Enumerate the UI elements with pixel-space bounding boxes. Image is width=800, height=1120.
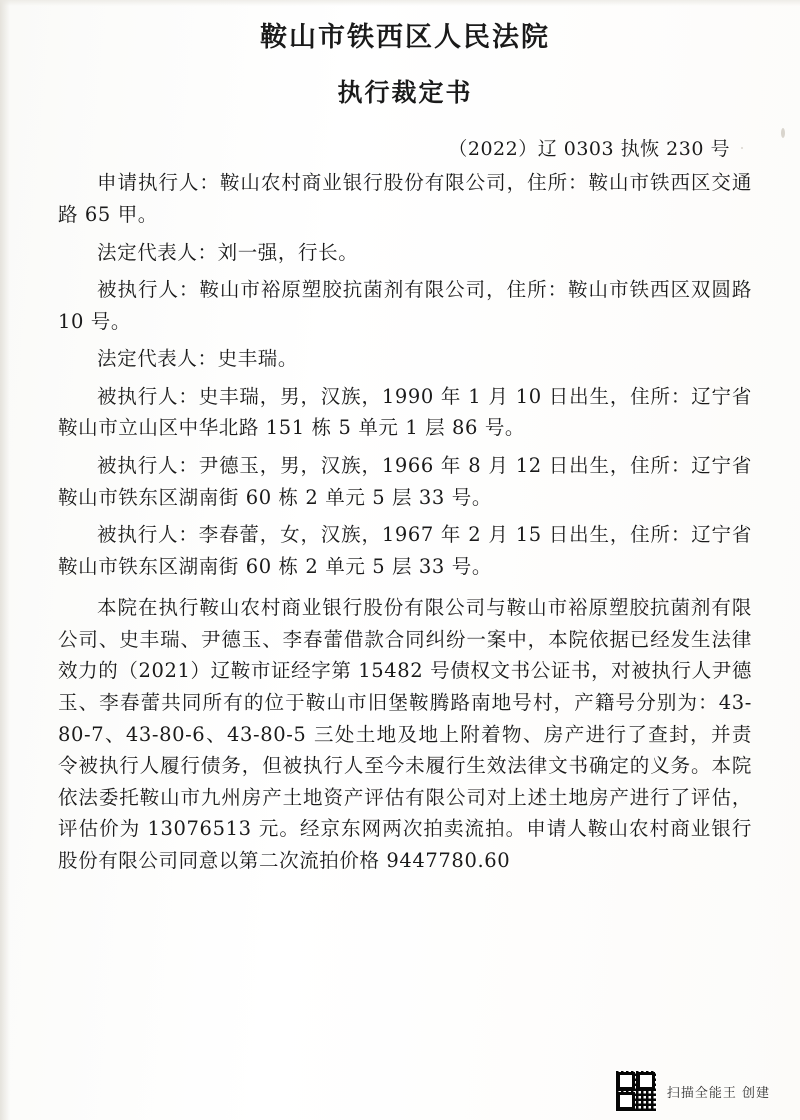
party-paragraph: 申请执行人：鞍山农村商业银行股份有限公司，住所：鞍山市铁西区交通路 65 甲。 — [58, 171, 752, 226]
qr-corner-icon — [617, 1092, 635, 1110]
party-paragraph: 被执行人：鞍山市裕原塑胶抗菌剂有限公司，住所：鞍山市铁西区双圆路 10 号。 — [58, 278, 752, 333]
party-paragraph: 法定代表人：史丰瑞。 — [97, 347, 299, 371]
qr-caption: 扫描全能王 创建 — [666, 1085, 770, 1101]
page-footer — [0, 1064, 800, 1120]
party-paragraph: 被执行人：李春蕾，女，汉族，1967 年 2 月 15 日出生，住所：辽宁省鞍山市铁东区湖南街 60 栋 2 单元 5 层 33 号。 — [58, 523, 752, 578]
case-number: （2022）辽 0303 执恢 230 号 — [448, 138, 730, 161]
main-body-paragraph: 本院在执行鞍山农村商业银行股份有限公司与鞍山市裕原塑胶抗菌剂有限公司、史丰瑞、尹德玉、李春蕾借款合同纠纷一案中，本院依据已经发生法律效力的（2021）辽鞍市证经字第 15482 号债权文书公证书，对被执行人尹德玉、李春蕾共同所有的位于鞍山市旧堡鞍腾路南地号村，产籍号分别为：43-80-7、43-80-6、43-80-5 三处土地及地上附着物、房产进行了查封，并责令被执行人履行债务，但被执行人至今未履行生效法律文书确定的义务。本院依法委托鞍山市九州房产土地资产评估有限公司对上述土地房产进行了评估，评估价为 13076513 元。经京东网两次拍卖流拍。申请人鞍山农村商业银行股份有限公司同意以第二次流拍价格 9447780.60 — [58, 596, 752, 872]
court-title: 鞍山市铁西区人民法院 — [260, 22, 550, 53]
qr-code-icon — [615, 1070, 657, 1112]
main-body-block — [58, 592, 752, 876]
scan-speck — [781, 128, 785, 138]
party-paragraph: 被执行人：史丰瑞，男，汉族，1990 年 1 月 10 日出生，住所：辽宁省鞍山市立山区中华北路 151 栋 5 单元 1 层 86 号。 — [58, 384, 752, 440]
document-body — [58, 0, 752, 877]
page-left-shadow — [0, 0, 10, 1120]
document-type-title: 执行裁定书 — [337, 78, 473, 108]
scan-watermark — [615, 1070, 770, 1112]
party-paragraph: 法定代表人：刘一强，行长。 — [97, 240, 359, 264]
party-paragraph: 被执行人：尹德玉，男，汉族，1966 年 8 月 12 日出生，住所：辽宁省鞍山市铁东区湖南街 60 栋 2 单元 5 层 33 号。 — [58, 454, 752, 509]
